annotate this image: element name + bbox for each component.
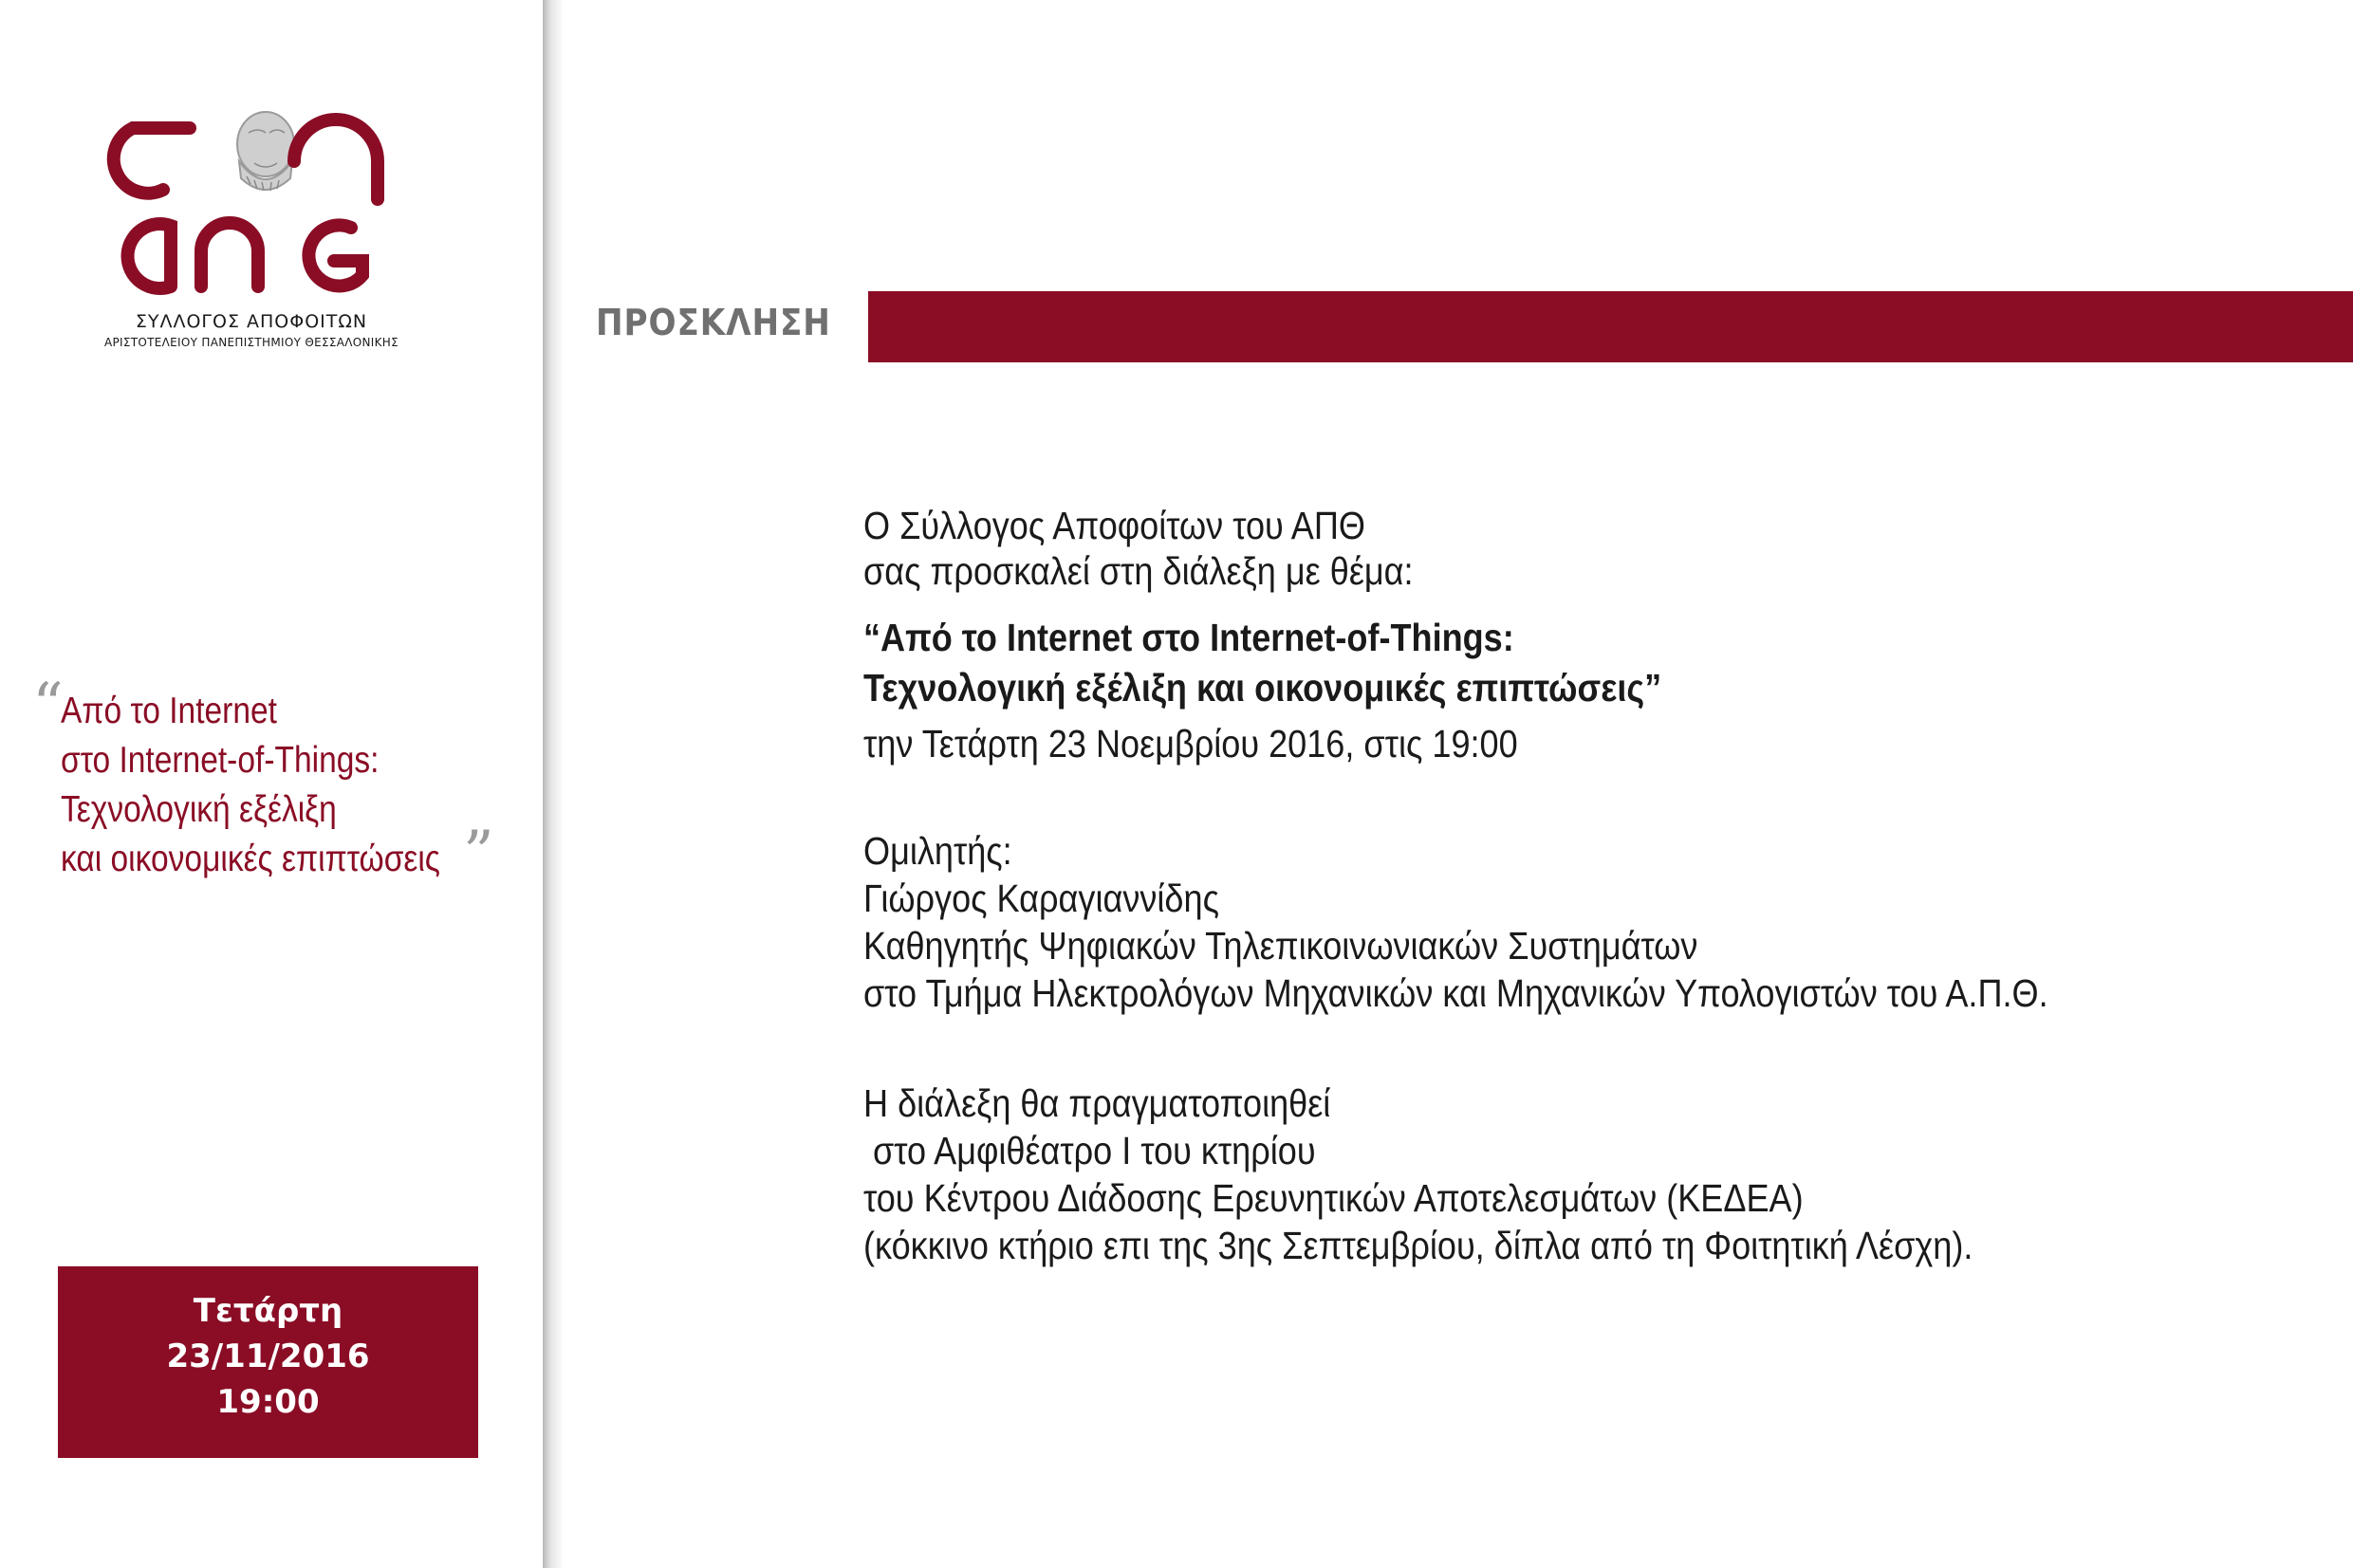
speaker-line: Γιώργος Καραγιαννίδης <box>863 876 1219 920</box>
lecture-title-line: Τεχνολογική εξέλιξη και οικονομικές επιπτώσεις” <box>863 666 1662 710</box>
sidebar-shadow-divider <box>543 0 564 1568</box>
close-quote-mark: ” <box>463 819 494 889</box>
header-accent-bar <box>868 291 2353 362</box>
date-time: 19:00 <box>216 1383 320 1421</box>
date-box <box>58 1266 478 1458</box>
speaker-line: Ομιλητής: <box>863 829 1012 873</box>
invitation-heading: ΠΡΟΣΚΛΗΣΗ <box>596 302 831 343</box>
venue-line: Η διάλεξη θα πραγματοποιηθεί <box>863 1081 1331 1125</box>
logo-subtitle-line: ΑΡΙΣΤΟΤΕΛΕΙΟΥ ΠΑΝΕΠΙΣΤΗΜΙΟΥ ΘΕΣΣΑΛΟΝΙΚΗΣ <box>104 336 398 349</box>
speaker-line: Καθηγητής Ψηφιακών Τηλεπικοινωνιακών Συστημάτων <box>863 924 1698 968</box>
logo-name-line: ΣΥΛΛΟΓΟΣ ΑΠΟΦΟΙΤΩΝ <box>135 311 368 332</box>
sidebar <box>0 0 543 1568</box>
intro-line: Ο Σύλλογος Αποφοίτων του ΑΠΘ <box>863 504 1365 547</box>
quote-line: Τεχνολογική εξέλιξη <box>61 789 337 830</box>
association-logo <box>95 85 408 360</box>
date-date: 23/11/2016 <box>166 1337 370 1375</box>
venue-line: (κόκκινο κτήριο επι της 3ης Σεπτεμβρίου, δίπλα από τη Φοιτητική Λέσχη). <box>863 1224 1973 1267</box>
date-day: Τετάρτη <box>193 1292 343 1330</box>
intro-line: σας προσκαλεί στη διάλεξη με θέμα: <box>863 549 1414 593</box>
venue-line: του Κέντρου Διάδοσης Ερευνητικών Αποτελεσμάτων (ΚΕΔΕΑ) <box>863 1176 1804 1220</box>
invitation-body <box>863 503 2325 1269</box>
logo-monogram-icon <box>95 85 408 309</box>
quote-line: Από το Internet <box>61 691 277 731</box>
open-quote-mark: “ <box>32 671 64 741</box>
quote-line: στο Internet-of-Things: <box>61 740 380 781</box>
sidebar-quote <box>61 687 502 889</box>
lecture-datetime: την Τετάρτη 23 Νοεμβρίου 2016, στις 19:00 <box>863 722 1518 766</box>
quote-line: και οικονομικές επιπτώσεις <box>61 839 440 879</box>
lecture-title-line: “Από το Internet στο Internet-of-Things: <box>863 616 1514 659</box>
speaker-line: στο Τμήμα Ηλεκτρολόγων Μηχανικών και Μηχανικών Υπολογιστών του Α.Π.Θ. <box>863 971 2048 1015</box>
venue-line: στο Αμφιθέατρο Ι του κτηρίου <box>863 1129 1316 1172</box>
